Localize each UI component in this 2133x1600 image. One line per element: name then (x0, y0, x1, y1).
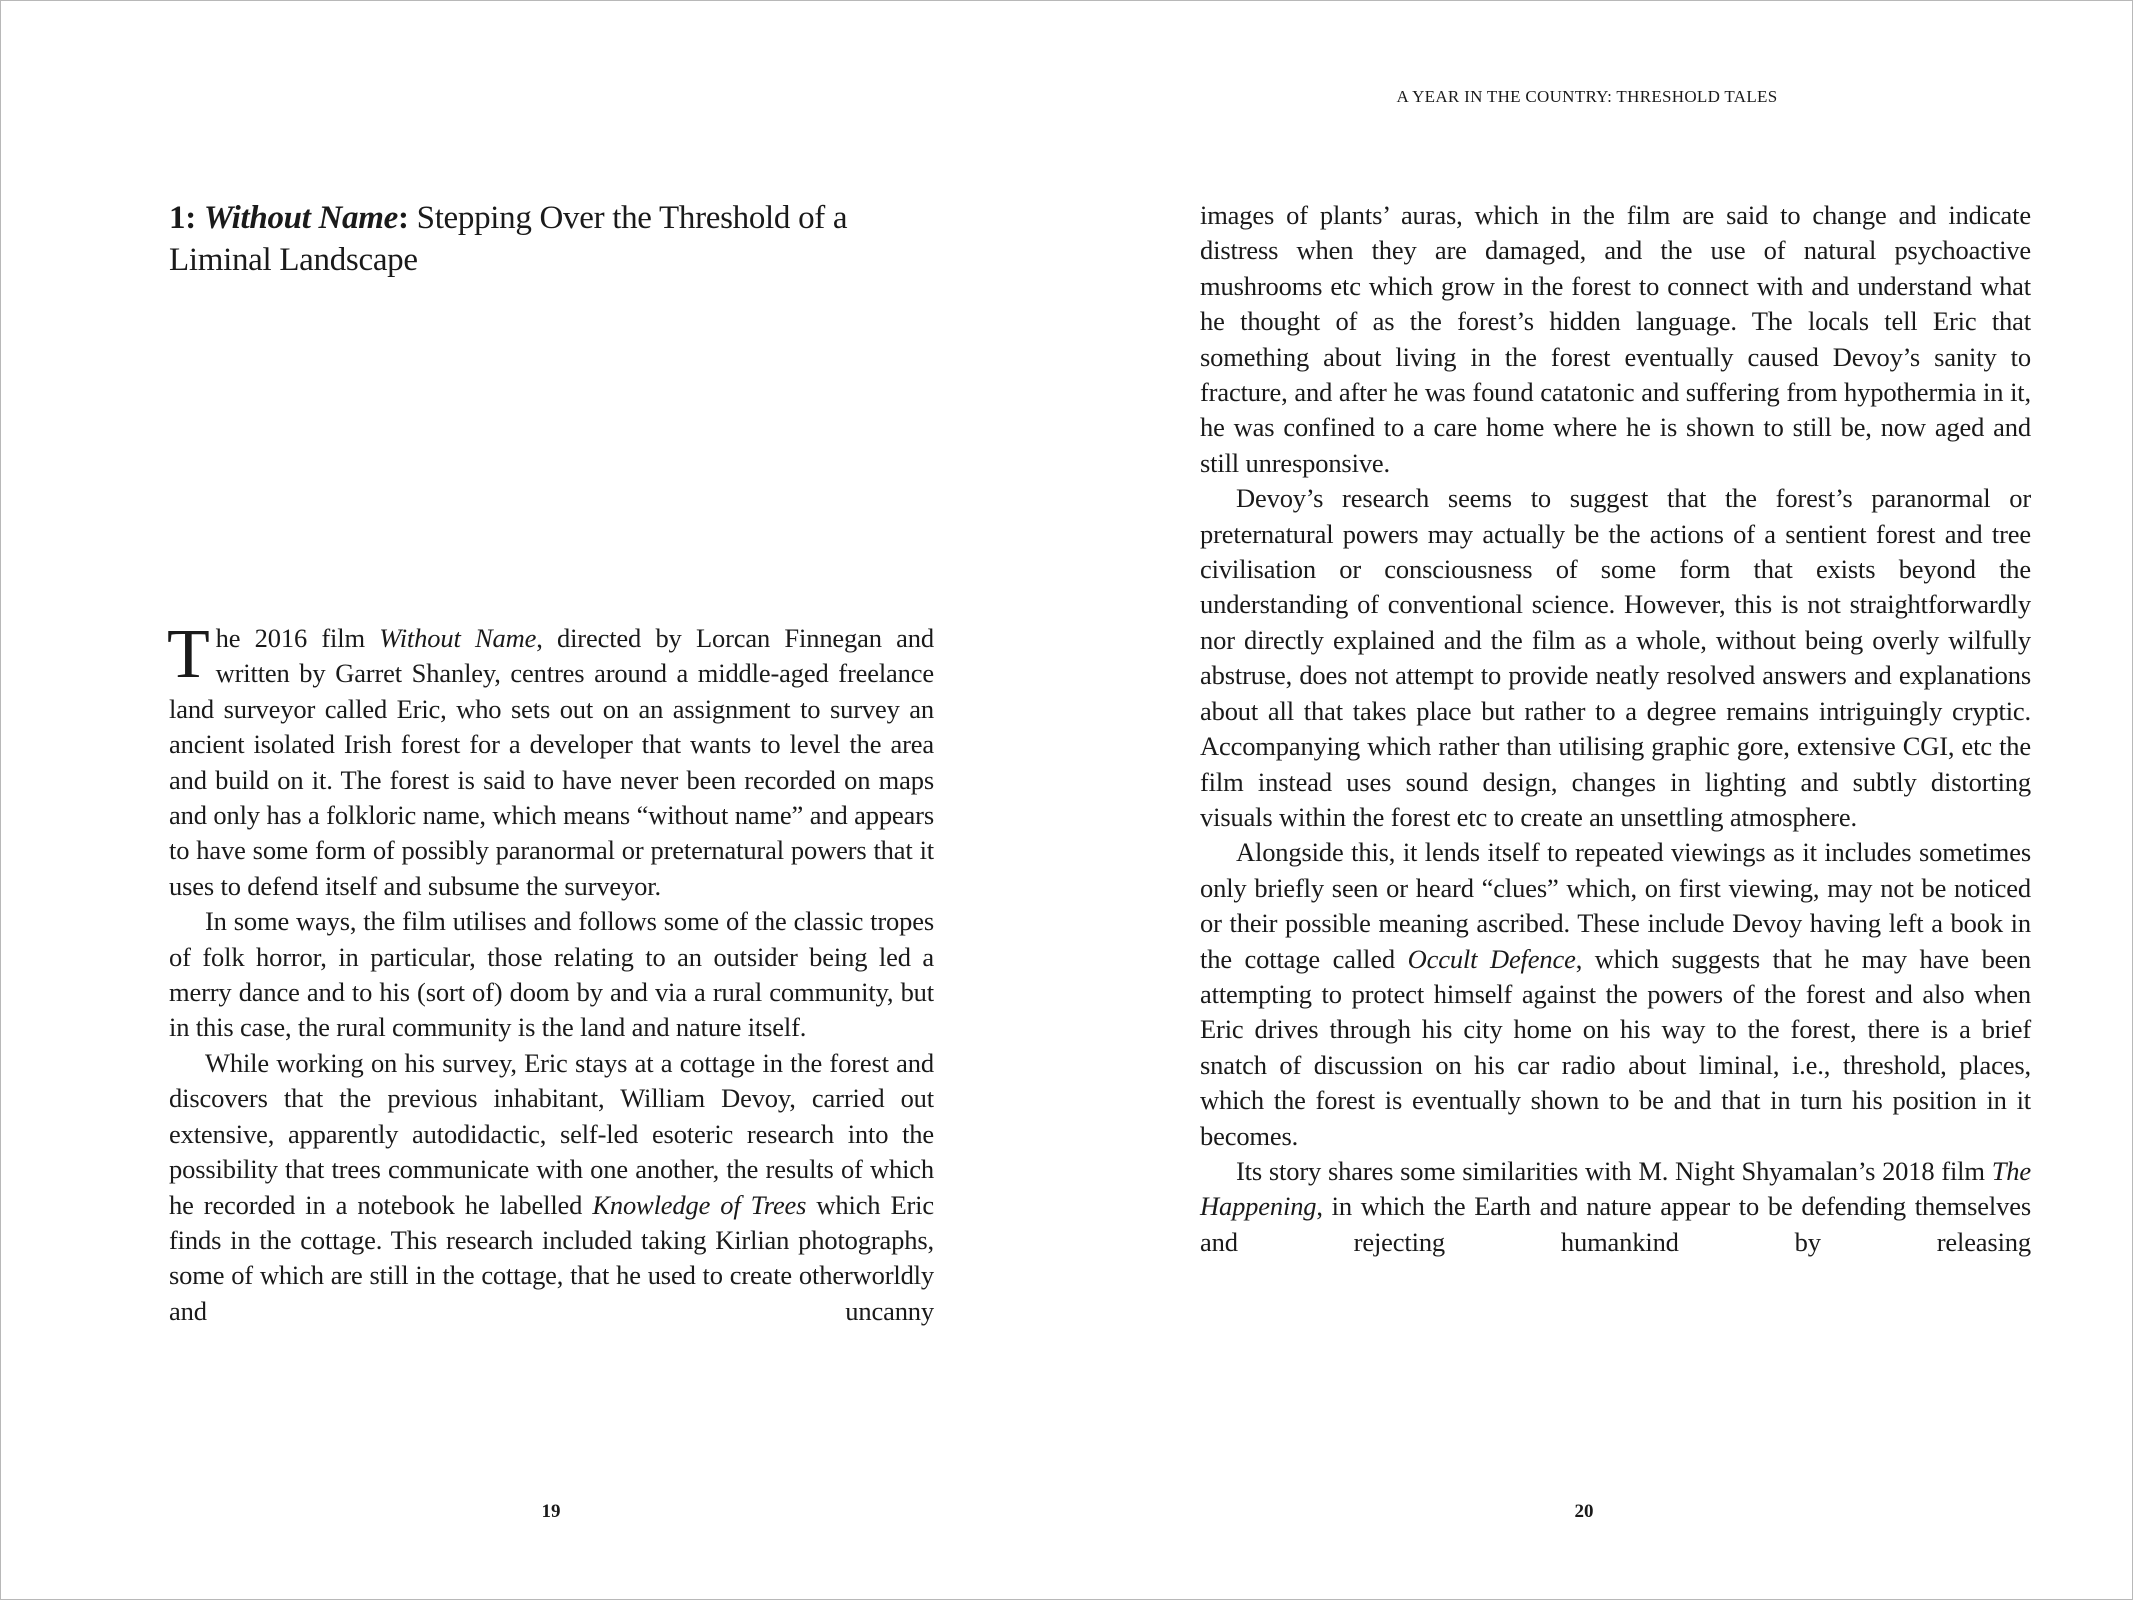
text-run: , in which the Earth and nature appear to be defending themselves and rejecting humankind by releasing (1200, 1191, 2031, 1257)
paragraph (169, 1046, 934, 1329)
right-page (1067, 1, 2133, 1600)
page-number: 19 (541, 1501, 561, 1522)
page-number: 20 (1574, 1501, 1594, 1522)
chapter-title-rest: Stepping Over the Threshold of a Liminal Landscape (169, 200, 848, 278)
paragraph (1200, 1154, 2031, 1260)
text-run: Alongside this, it lends itself to repeated viewings as it includes sometimes only briefly seen or heard “clues” which, on first viewing, may not be noticed or their possible meaning ascribed. These include Devoy having left a book in the cottage called (1200, 837, 2031, 974)
text-run: he 2016 film (215, 623, 380, 653)
film-title: Without Name (379, 623, 537, 653)
left-page (1, 1, 1067, 1600)
right-body-text (1200, 198, 2031, 1260)
paragraph: In some ways, the film utilises and follows some of the classic tropes of folk horror, in particular, those relating to an outsider being led a merry dance and to his (sort of) doom by and via a rural community, but in this case, the rural community is the land and nature itself. (169, 906, 934, 1043)
text-run: which Eric finds in the cottage. This research included taking Kirlian photographs, some of which are still in the cottage, that he used to create otherworldly and uncanny (169, 1189, 935, 1326)
left-body-text (167, 616, 935, 1329)
paragraph: Devoy’s research seems to suggest that the forest’s paranormal or preternatural powers may actually be the actions of a sentient forest and tree civilisation or consciousness of some form that exists beyond the understanding of conventional science. However, this is not straightforwardly nor directly explained and the film as a whole, without being overly wilfully abstruse, does not attempt to provide neatly resolved answers and explanations about all that takes place but rather to a degree remains intriguingly cryptic. Accompanying which rather than utilising graphic gore, extensive CGI, etc the film instead uses sound design, changes in lighting and subtly distorting visuals within the forest etc to create an unsettling atmosphere. (1200, 483, 2031, 832)
chapter-number: 1: (169, 200, 196, 236)
paragraph (1200, 835, 2031, 1154)
drop-cap: T (167, 616, 210, 693)
running-head: A YEAR IN THE COUNTRY: THRESHOLD TALES (1396, 87, 1778, 106)
paragraph: images of plants’ auras, which in the film are said to change and indicate distress when they are damaged, and the use of natural psychoactive mushrooms etc which grow in the forest to connect with and understand what he thought of as the forest’s hidden language. The locals tell Eric that something about living in the forest eventually caused Devoy’s sanity to fracture, and after he was found catatonic and suffering from hypothermia in it, he was confined to a care home where he is shown to still be, now aged and still unresponsive. (1200, 200, 2031, 478)
text-run: While working on his survey, Eric stays at a cottage in the forest and discovers that the previous inhabitant, William Devoy, carried out extensive, apparently autodidactic, self-led esoteric research into the possibility that trees communicate with one another, the results of which he recorded in a notebook he labelled (169, 1047, 934, 1220)
chapter-title-italic: Without Name (203, 200, 398, 236)
chapter-title-colon: : (397, 200, 409, 236)
paragraph (167, 616, 934, 904)
chapter-title (169, 197, 949, 281)
film-title: The Happening (1200, 1155, 2031, 1222)
book-title: Occult Defence (1407, 943, 1576, 974)
text-run: , directed by Lorcan Finnegan and written by Garret Shanley, centres around a middle-aged freelance land surveyor called Eric, who sets out on an assignment to survey an ancient isolated Irish forest for a developer that wants to level the area and build on it. The forest is said to have never been recorded on maps and only has a folkloric name, which means “without name” and appears to have some form of possibly paranormal or preternatural powers that it uses to defend itself and subsume the surveyor. (169, 623, 934, 901)
text-run: Its story shares some similarities with M. Night Shyamalan’s 2018 film (1236, 1155, 1992, 1186)
text-run: , which suggests that he may have been attempting to protect himself against the powers of the forest and also when Eric drives through his city home on his way to the forest, there is a brief snatch of discussion on his car radio about liminal, i.e., threshold, places, which the forest is eventually shown to be and that in turn his position in it becomes. (1200, 943, 2032, 1151)
book-title: Knowledge of Trees (592, 1189, 807, 1220)
